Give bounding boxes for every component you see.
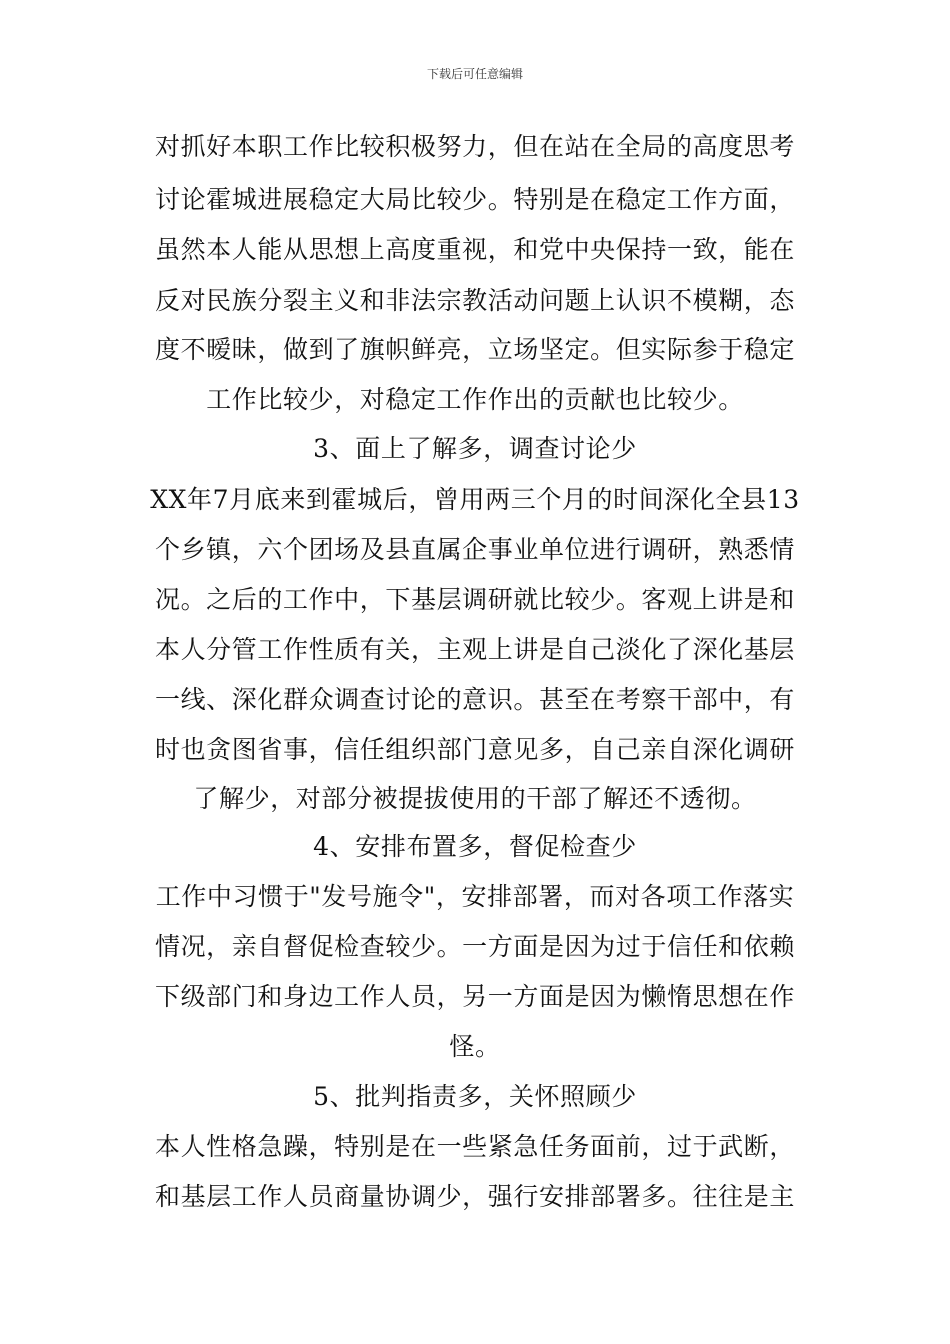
body-line-15: 情况，亲自督促检查较少。一方面是因为过于信任和依赖 xyxy=(154,932,795,961)
body-line-17: 怪。 xyxy=(449,1032,501,1061)
body-line-2: 讨论霍城进展稳定大局比较少。特别是在稳定工作方面， xyxy=(154,185,795,214)
body-line-7: XX年7月底来到霍城后，曾用两三个月的时间深化全县13 xyxy=(150,485,800,514)
body-line-12: 时也贪图省事，信任组织部门意见多，自己亲自深化调研 xyxy=(154,735,795,764)
section-heading-5: 5、批判指责多，关怀照顾少 xyxy=(313,1082,637,1111)
body-line-11: 一线、深化群众调查讨论的意识。甚至在考察干部中，有 xyxy=(154,685,795,714)
body-line-5: 度不暧昧，做到了旗帜鲜亮，立场坚定。但实际参于稳定 xyxy=(154,335,795,364)
section-heading-4: 4、安排布置多，督促检查少 xyxy=(313,832,637,861)
body-line-14: 工作中习惯于"发号施令"，安排部署，而对各项工作落实 xyxy=(155,882,795,911)
body-line-16: 下级部门和身边工作人员，另一方面是因为懒惰思想在作 xyxy=(154,982,795,1011)
body-line-10: 本人分管工作性质有关，主观上讲是自己淡化了深化基层 xyxy=(154,635,795,664)
section-heading-3: 3、面上了解多，调查讨论少 xyxy=(313,434,637,463)
body-line-18: 本人性格急躁，特别是在一些紧急任务面前，过于武断， xyxy=(154,1132,795,1161)
body-line-9: 况。之后的工作中，下基层调研就比较少。客观上讲是和 xyxy=(154,585,795,614)
body-line-8: 个乡镇，六个团场及县直属企事业单位进行调研，熟悉情 xyxy=(154,535,795,564)
body-line-13: 了解少，对部分被提拔使用的干部了解还不透彻。 xyxy=(193,784,757,813)
body-line-19: 和基层工作人员商量协调少，强行安排部署多。往往是主 xyxy=(154,1182,795,1211)
body-line-6: 工作比较少，对稳定工作作出的贡献也比较少。 xyxy=(206,385,744,414)
header-note: 下载后可任意编辑 xyxy=(426,67,523,81)
body-line-4: 反对民族分裂主义和非法宗教活动问题上认识不模糊，态 xyxy=(154,286,795,315)
body-line-1: 对抓好本职工作比较积极努力，但在站在全局的高度思考 xyxy=(154,132,795,161)
body-line-3: 虽然本人能从思想上高度重视，和党中央保持一致，能在 xyxy=(154,235,795,264)
